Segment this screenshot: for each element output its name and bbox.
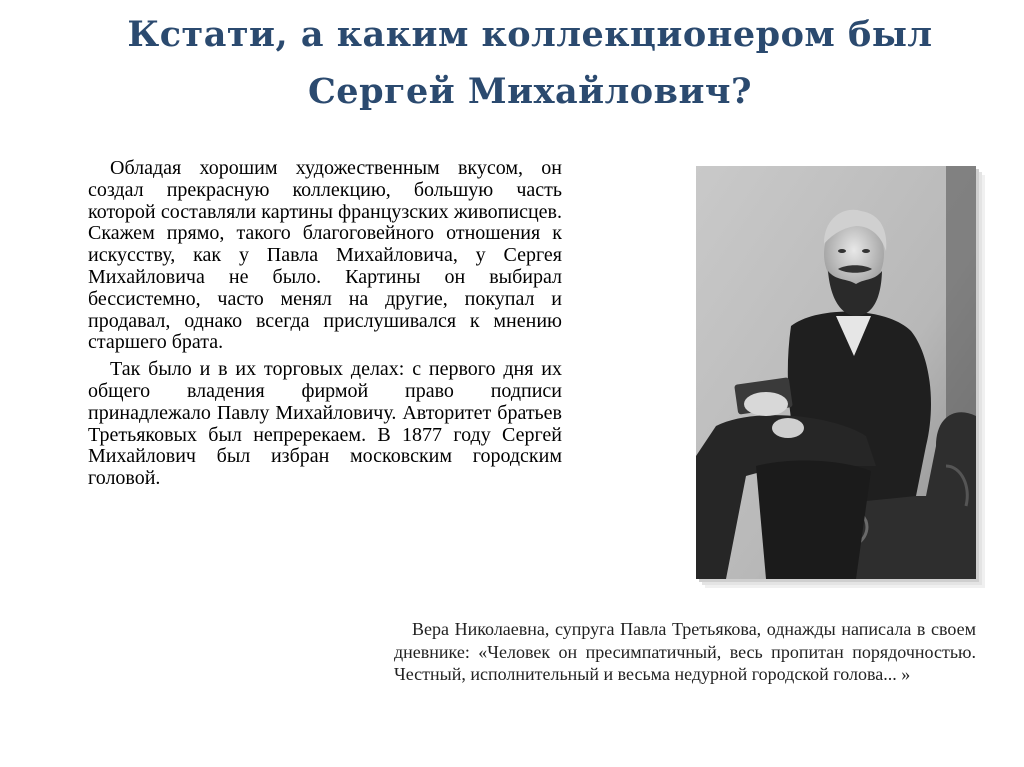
diary-quote: Вера Николаевна, супруга Павла Третьякова, однажды написала в своем дневнике: «Человек он пресимпатичный, весь пропитан порядочностью. Честный, исполнительный и весьма недурной городской голова... »	[394, 619, 976, 684]
paragraph-collection: Обладая хорошим художественным вкусом, он создал прекрасную коллекцию, большую часть которой составляли картины французских живописцев. Скажем прямо, такого благоговейного отношения к искусству, как у Павла Михайловича, у Сергея Михайловича не было. Картины он выбирал бессистемно, часто менял на другие, покупал и продавал, однако всегда прислушивался к мнению старшего брата.	[88, 157, 562, 354]
paragraph-business: Так было и в их торговых делах: с первого дня их общего владения фирмой право подписи принадлежало Павлу Михайловичу. Авторитет братьев Третьяковых был непререкаем. В 1877 году Сергей Михайлович был избран московским городским головой.	[88, 358, 562, 490]
portrait-image	[696, 166, 976, 579]
slide-title: Кстати, а каким коллекционером был Сергей Михайлович?	[127, 14, 933, 112]
main-text-block	[88, 158, 562, 490]
portrait-photo	[696, 166, 976, 579]
